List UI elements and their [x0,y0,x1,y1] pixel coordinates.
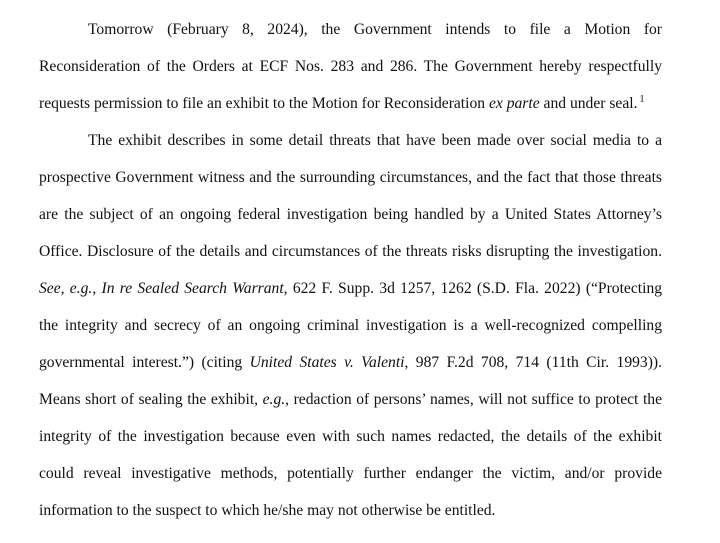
italic-term: e.g. [262,391,286,408]
text-line: Reconsideration of the Orders at ECF Nos. 283 and 286. The Government hereby respectfully [39,58,662,75]
text-run: , [92,280,102,297]
text-run: , redaction of persons’ names, will not suffice to protect the [285,391,662,408]
text-run: , 987 F.2d 708, 714 (11th Cir. 1993)). [404,354,663,371]
text-run: governmental interest.”) (citing [39,354,250,371]
text-line: prospective Government witness and the surrounding circumstances, and the fact that those threats [39,169,662,186]
text-run: requests permission to file an exhibit to the Motion for Reconsideration [39,95,489,112]
text-line: information to the suspect to which he/she may not otherwise be entitled. [39,502,496,519]
text-line [39,353,662,373]
italic-signal: See, e.g. [39,280,93,297]
text-line [39,390,662,410]
text-line [39,279,662,299]
text-line: could reveal investigative methods, potentially further endanger the victim, and/or provide [39,465,662,482]
text-line: are the subject of an ongoing federal investigation being handled by a United States Attorney’s [39,206,662,223]
text-line: Tomorrow (February 8, 2024), the Government intends to file a Motion for [88,21,662,38]
footnote-reference: 1 [639,94,645,105]
text-line: integrity of the investigation because even with such names redacted, the details of the exhibit [39,428,662,445]
text-line: the integrity and secrecy of an ongoing criminal investigation is a well-recognized compelling [39,317,662,334]
text-run: , 622 F. Supp. 3d 1257, 1262 (S.D. Fla. 2022) (“Protecting [283,280,663,297]
text-line [39,94,645,114]
text-run: Means short of sealing the exhibit, [39,391,263,408]
case-name: In re Sealed Search Warrant [101,280,284,297]
case-name: United States v. Valenti [249,354,405,371]
text-run: and under seal. [539,95,638,112]
text-line: Office. Disclosure of the details and circumstances of the threats risks disrupting the investigation. [39,243,662,260]
text-line: The exhibit describes in some detail threats that have been made over social media to a [88,132,662,149]
italic-term: ex parte [488,95,540,112]
